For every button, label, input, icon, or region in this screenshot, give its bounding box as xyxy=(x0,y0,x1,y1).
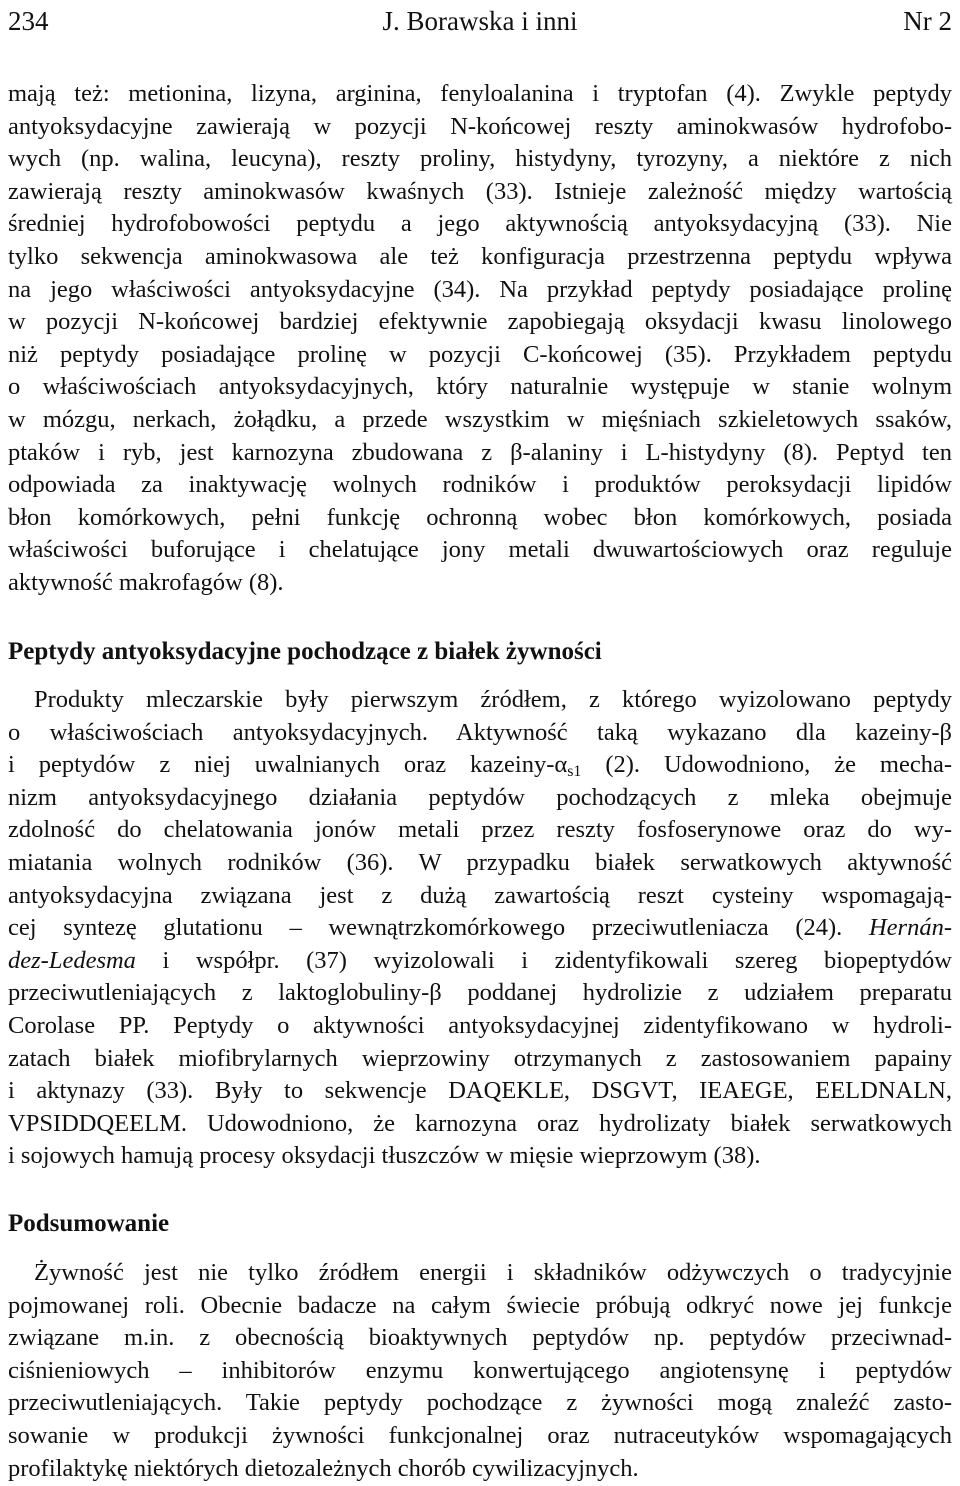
text-line: Żywność jest nie tylko źródłem energii i składników odżywczych o tradycyjnie xyxy=(34,1259,952,1286)
text-line: odpowiada za inaktywację wolnych rodników i produktów peroksydacji lipidów xyxy=(8,471,952,499)
section-heading: Peptydy antyoksydacyjne pochodzące z białek żywności xyxy=(8,638,602,665)
section-heading: Podsumowanie xyxy=(8,1210,170,1237)
text-line: VPSIDDQEELM. Udowodniono, że karnozyna oraz hydrolizaty białek serwatkowych xyxy=(8,1109,952,1137)
text-line: błon komórkowych, pełni funkcję ochronną wobec błon komórkowych, posiada xyxy=(8,503,952,531)
text-line: zatach białek miofibrylarnych wieprzowiny otrzymanych z zastosowaniem papainy xyxy=(8,1044,952,1072)
paragraph-continuation xyxy=(8,78,952,600)
text-line: przeciwutleniających. Takie peptydy pochodzące z żywności mogą znaleźć zasto- xyxy=(8,1389,952,1417)
text-line: w mózgu, nerkach, żołądku, a przede wszystkim w mięśniach szkieletowych ssaków, xyxy=(8,405,952,433)
author-name-italic: dez-Ledesma xyxy=(8,946,136,974)
author-name-italic: Hernán- xyxy=(868,914,952,942)
text-line: pojmowanej roli. Obecnie badacze na całym świecie próbują odkryć nowe jej funkcje xyxy=(8,1291,952,1319)
text-line: tylko sekwencja aminokwasowa ale też konfiguracja przestrzenna peptydu wpływa xyxy=(8,242,952,270)
text-line: mają też: metionina, lizyna, arginina, fenyloalanina i tryptofan (4). Zwykle peptydy xyxy=(8,80,952,107)
text-line: ptaków i ryb, jest karnozyna zbudowana z β-alaniny i L-histydyny (8). Peptyd ten xyxy=(8,438,952,466)
section-body-peptides xyxy=(8,684,952,1173)
text-line: i peptydów z niej uwalnianych oraz kazeiny-$\alpha_{s1}$ (2). Udowodniono, że mecha- xyxy=(8,751,952,781)
text-line: właściwości buforujące i chelatujące jony metali dwuwartościowych oraz reguluje xyxy=(8,536,952,564)
running-head xyxy=(8,6,952,36)
text-line: antyoksydacyjne zawierają w pozycji N-końcowej reszty aminokwasów hydrofobo- xyxy=(8,112,952,140)
text-line: i aktynazy (33). Były to sekwencje DAQEKLE, DSGVT, IEAEGE, EELDNALN, xyxy=(8,1077,952,1105)
text-line: na jego właściwości antyoksydacyjne (34). Na przykład peptydy posiadające prolinę xyxy=(8,275,952,303)
text-line: o właściwościach antyoksydacyjnych. Aktywność taką wykazano dla kazeiny-β xyxy=(8,718,952,746)
text-line: w pozycji N-końcowej bardziej efektywnie zapobiegają oksydacji kwasu linolowego xyxy=(8,308,952,336)
text-line: dez-Ledesma i współpr. (37) wyizolowali i zidentyfikowali szereg biopeptydów xyxy=(8,946,952,974)
section-body-summary xyxy=(8,1257,952,1485)
text-line: związane m.in. z obecnością bioaktywnych peptydów np. peptydów przeciwnad- xyxy=(8,1324,952,1352)
text-line: przeciwutleniających z laktoglobuliny-β poddanej hydrolizie z udziałem preparatu xyxy=(8,979,952,1007)
running-head-authors: J. Borawska i inni xyxy=(382,6,578,36)
text-line: i sojowych hamują procesy oksydacji tłuszczów w mięsie wieprzowym (38). xyxy=(8,1142,761,1170)
text-line: profilaktykę niektórych dietozależnych chorób cywilizacyjnych. xyxy=(8,1454,639,1482)
issue-number: Nr 2 xyxy=(903,6,952,36)
text-line: o właściwościach antyoksydacyjnych, który naturalnie występuje w stanie wolnym xyxy=(8,373,952,401)
text-line: Corolase PP. Peptydy o aktywności antyoksydacyjnej zidentyfikowano w hydroli- xyxy=(8,1011,952,1039)
text-line: sowanie w produkcji żywności funkcjonalnej oraz nutraceutyków wspomagających xyxy=(8,1421,952,1449)
text-line: aktywność makrofagów (8). xyxy=(8,568,284,596)
text-line: średniej hydrofobowości peptydu a jego aktywnością antyoksydacyjną (33). Nie xyxy=(8,210,952,238)
subscript: s1 xyxy=(567,763,582,781)
text-line: Produkty mleczarskie były pierwszym źródłem, z którego wyizolowano peptydy xyxy=(34,686,952,713)
text-line: ciśnieniowych – inhibitorów enzymu konwertującego angiotensynę i peptydów xyxy=(8,1356,952,1384)
text-line: zdolność do chelatowania jonów metali przez reszty fosfoserynowe oraz do wy- xyxy=(8,816,952,844)
text-line: niż peptydy posiadające prolinę w pozycji C-końcowej (35). Przykładem peptydu xyxy=(8,340,952,368)
text-line: antyoksydacyjna związana jest z dużą zawartością reszt cysteiny wspomagają- xyxy=(8,881,952,909)
text-line: zawierają reszty aminokwasów kwaśnych (33). Istnieje zależność między wartością xyxy=(8,177,952,205)
text-line: wych (np. walina, leucyna), reszty proliny, histydyny, tyrozyny, a niektóre z nich xyxy=(8,145,952,173)
text-line: nizm antyoksydacyjnego działania peptydów pochodzących z mleka obejmuje xyxy=(8,783,952,811)
page-number: 234 xyxy=(8,6,49,36)
text-line: miatania wolnych rodników (36). W przypadku białek serwatkowych aktywność xyxy=(8,848,952,876)
text-line: cej syntezę glutationu – wewnątrzkomórkowego przeciwutleniacza (24). Hernán- xyxy=(8,914,952,942)
